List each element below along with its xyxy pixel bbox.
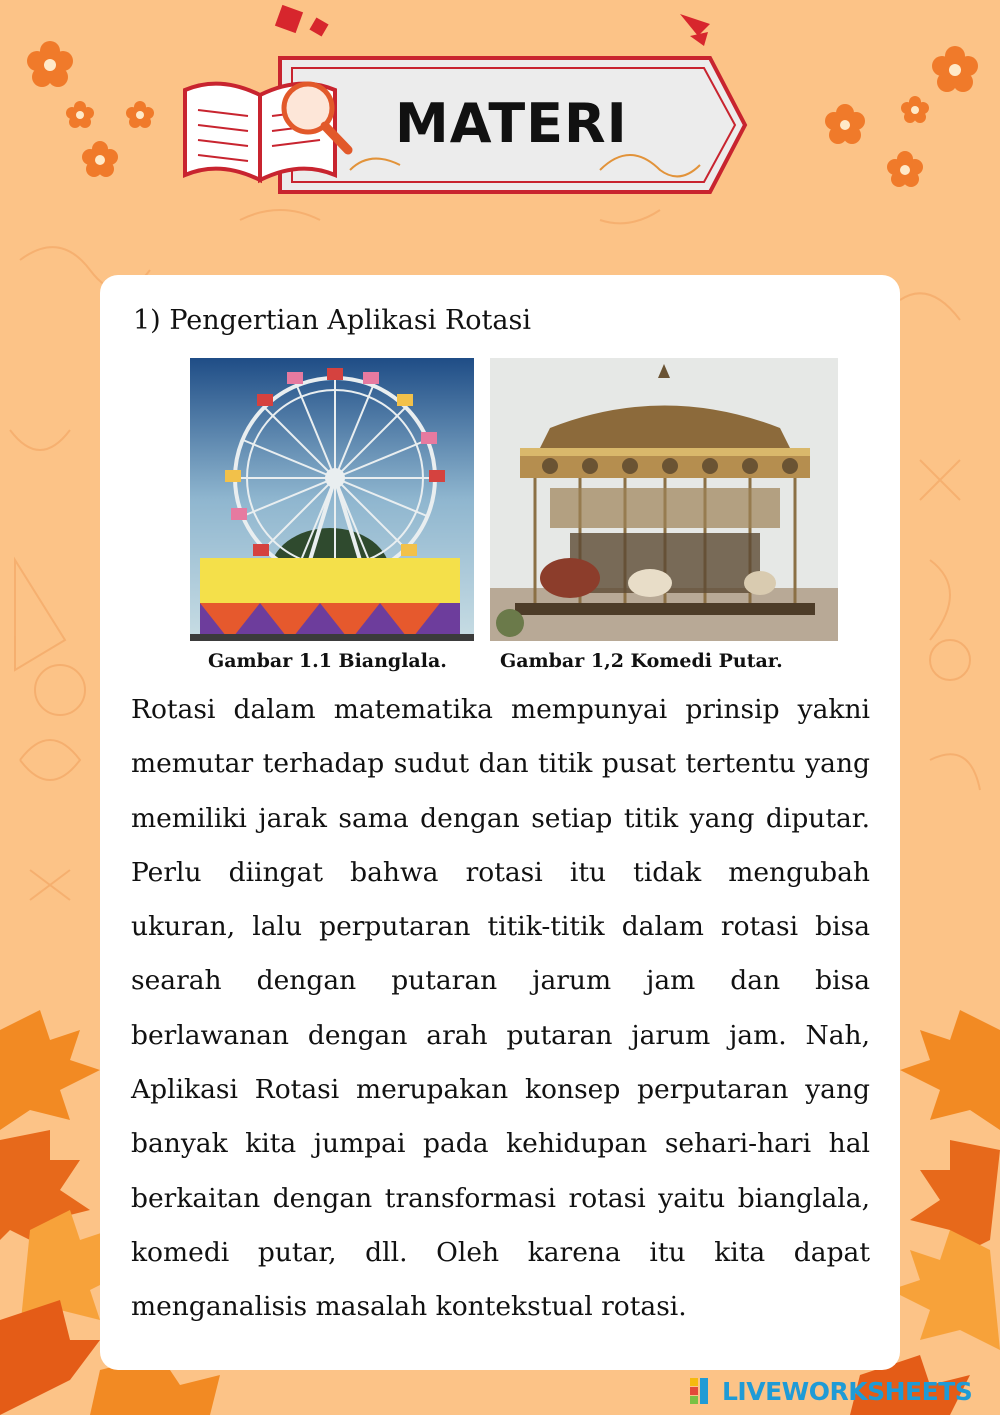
- page-title: MATERI: [395, 92, 628, 155]
- section-title: Pengertian Aplikasi Rotasi: [169, 305, 531, 336]
- ferris-wheel-image: [190, 358, 474, 641]
- liveworksheets-logo-icon: [690, 1376, 718, 1406]
- section-number: 1): [133, 305, 161, 336]
- figure-caption-1: Gambar 1.1 Bianglala.: [208, 650, 447, 672]
- figure-caption-2: Gambar 1,2 Komedi Putar.: [500, 650, 783, 672]
- carousel-image: [490, 358, 838, 641]
- brand-name: LIVEWORKSHEETS: [722, 1376, 973, 1406]
- liveworksheets-brand[interactable]: [690, 1374, 972, 1408]
- section-heading: [133, 305, 531, 336]
- body-paragraph: Rotasi dalam matematika mempunyai prinsip yakni memutar terhadap sudut dan titik pusat tertentu yang memiliki jarak sama dengan setiap titik yang diputar. Perlu diingat bahwa rotasi itu tidak mengubah ukuran, lalu perputaran titik-titik dalam rotasi bisa searah dengan putaran jarum jam dan bisa berlawanan dengan arah putaran jarum jam. Nah, Aplikasi Rotasi merupakan konsep perputaran yang banyak kita jumpai pada kehidupan sehari-hari hal berkaitan dengan transformasi rotasi yaitu bianglala, komedi putar, dll. Oleh karena itu kita dapat menganalisis masalah kontekstual rotasi.: [131, 694, 870, 1323]
